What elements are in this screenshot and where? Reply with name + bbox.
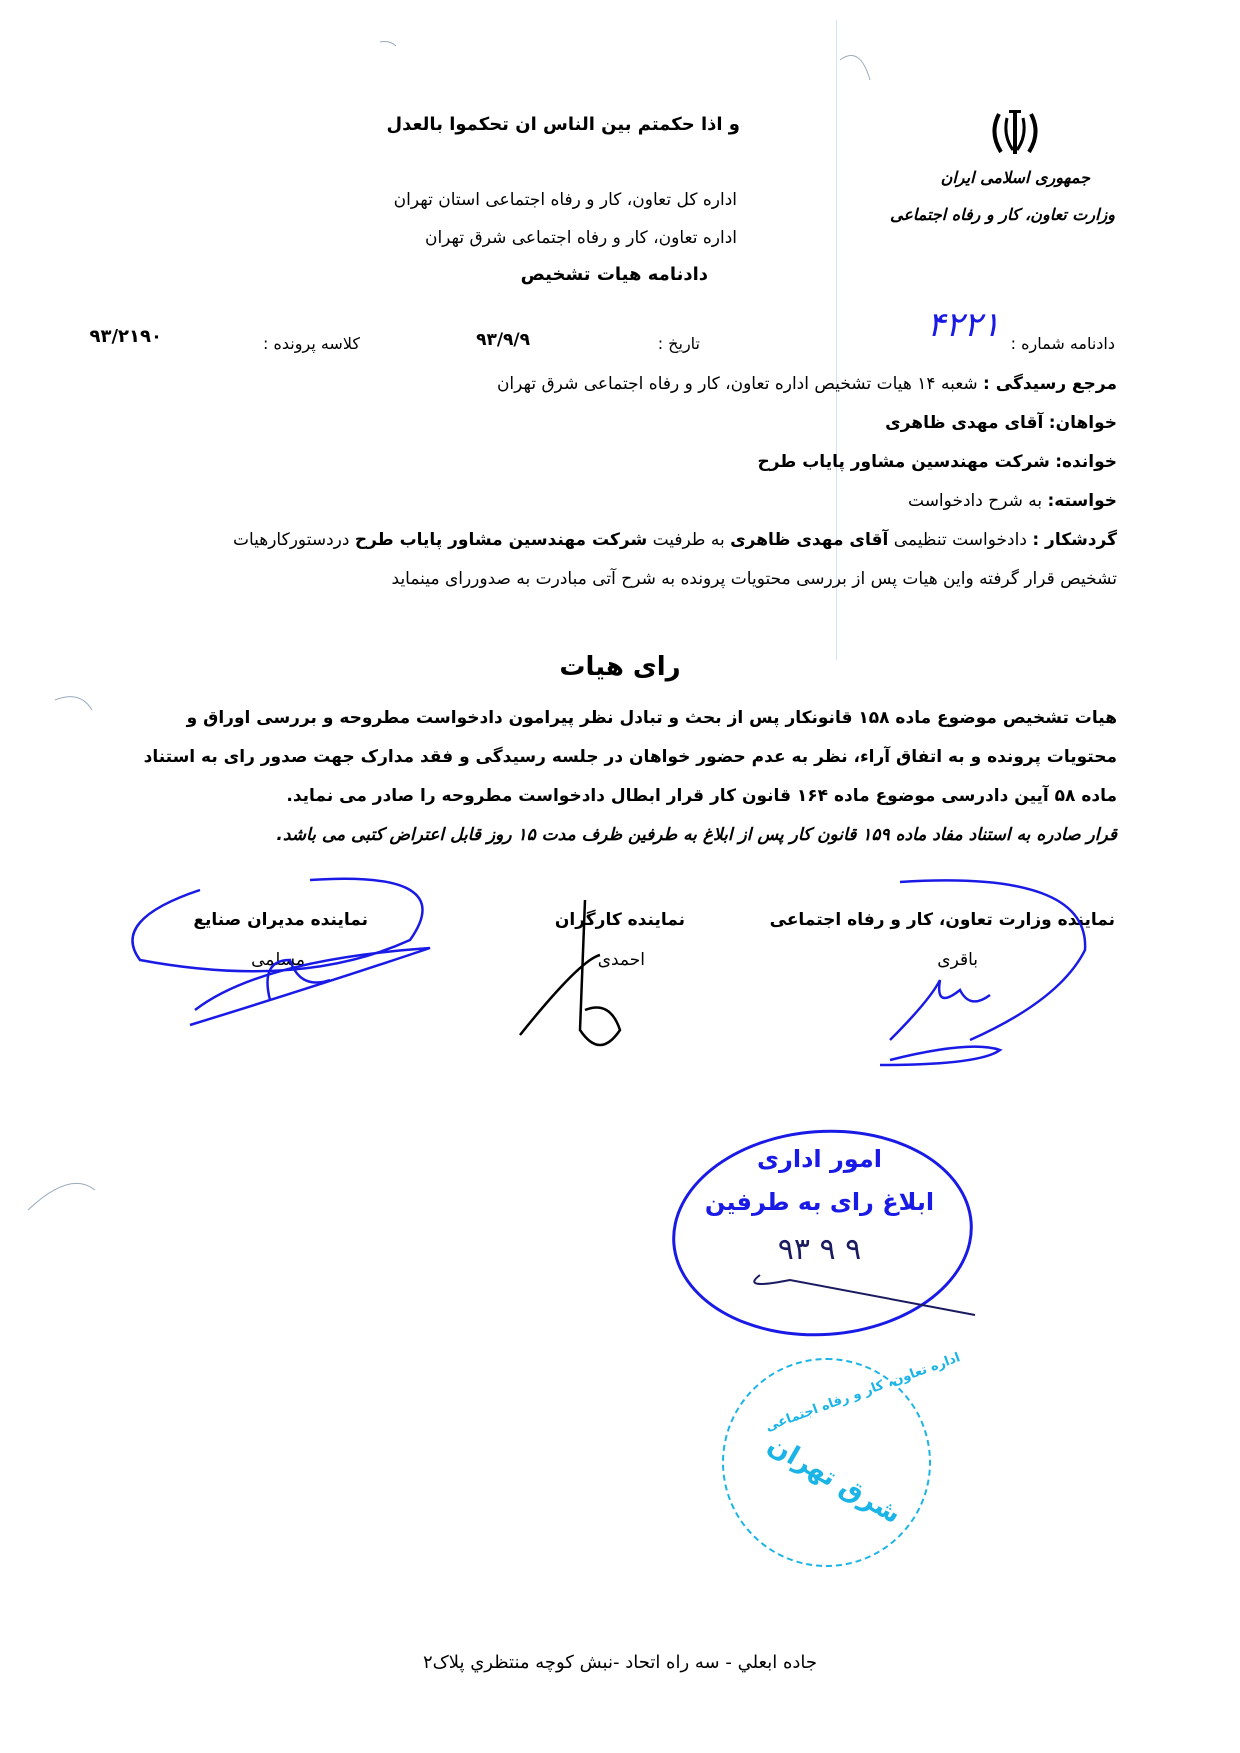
verdict-heading: رای هیات [559,652,681,682]
reference-label: مرجع رسیدگی : [983,374,1117,394]
appeal-note: قرار صادره به استناد مفاد ماده ۱۵۹ قانون کار پس از ابلاغ به طرفین ظرف مدت ۱۵ روز قابل اعتراض کتبی می باشد. [276,825,1117,845]
file-class-label: کلاسه پرونده : [263,334,360,353]
verdict-number: ۴۲۲۱ [926,305,1000,345]
department-2: اداره تعاون، کار و رفاه اجتماعی شرق تهران [424,228,737,248]
signature-title-employers: نماینده مدیران صنایع [193,910,368,930]
date-label: تاریخ : [657,334,700,353]
seal-text-inner: شرق تهران [762,1429,906,1531]
proceedings-text: به طرفیت [652,530,725,550]
emblem-caption-1: جمهوری اسلامی ایران [940,168,1090,187]
defendant-label: خوانده: [1055,452,1117,472]
verdict-line-2: محتویات پرونده و به اتفاق آراء، نظر به عدم حضور خواهان در جلسه رسیدگی و فقد مدارک جهت صدور رای به استناد [143,747,1117,767]
verdict-number-label: دادنامه شماره : [1010,334,1115,353]
admin-stamp-line-1: امور اداری [757,1145,882,1173]
proceedings-text: دادخواست تنظیمی [893,530,1027,550]
seal-text-outer: اداره تعاون، کار و رفاه اجتماعی [763,1350,963,1435]
plaintiff-label: خواهان: [1048,413,1117,433]
claim-label: خواسته: [1047,491,1117,511]
proceedings-text: دردستورکارهیات [232,530,350,550]
defendant-value: شرکت مهندسین مشاور پایاب طرح [757,452,1050,472]
proceedings-row-2: تشخیص قرار گرفته واین هیات پس از بررسی محتویات پرونده به شرح آتی مبادرت به صدوررای مینماید [391,569,1117,589]
verdict-line-3: ماده ۵۸ آیین دادرسی موضوع ماده ۱۶۴ قانون کار قرار ابطال دادخواست مطروحه را صادر می نماید. [286,786,1117,806]
signature-title-workers: نماینده کارگران [554,910,685,930]
claim-value: به شرح دادخواست [908,491,1043,511]
emblem-caption-2: وزارت تعاون، کار و رفاه اجتماعی [890,205,1115,224]
plaintiff-value: آقای مهدی ظاهری [885,413,1044,433]
admin-stamp-line-2: ابلاغ رای به طرفین [704,1188,935,1216]
department-1: اداره کل تعاون، کار و رفاه اجتماعی استان تهران [393,190,737,210]
signature-name-workers: احمدی [597,950,645,970]
verdict-line-1: هیات تشخیص موضوع ماده ۱۵۸ قانونکار پس از بحث و تبادل نظر پیرامون دادخواست مطروحه و بررسی اوراق و [186,708,1117,728]
reference-value: شعبه ۱۴ هیات تشخیص اداره تعاون، کار و رفاه اجتماعی شرق تهران [496,374,978,394]
signature-name-ministry: باقری [937,950,978,970]
signature-name-employers: مسلمی [251,950,305,970]
footer-address: جاده ابعلي - سه راه اتحاد -نبش کوچه منتظري پلاک۲ [422,1652,818,1673]
signature-title-ministry: نماینده وزارت تعاون، کار و رفاه اجتماعی [769,910,1115,930]
document-title: دادنامه هیات تشخیص [520,264,708,285]
proceedings-label: گردشکار : [1032,530,1117,550]
admin-stamp-date: ۹۳ ۹ ۹ [777,1232,862,1267]
proceedings-plaintiff: آقای مهدی ظاهری [730,530,889,550]
motto: و اذا حکمتم بین الناس ان تحکموا بالعدل [386,114,740,135]
file-class: ۹۳/۲۱۹۰ [89,326,162,347]
proceedings-defendant: شرکت مهندسین مشاور پایاب طرح [354,530,648,550]
date: ۹۳/۹/۹ [476,330,530,350]
